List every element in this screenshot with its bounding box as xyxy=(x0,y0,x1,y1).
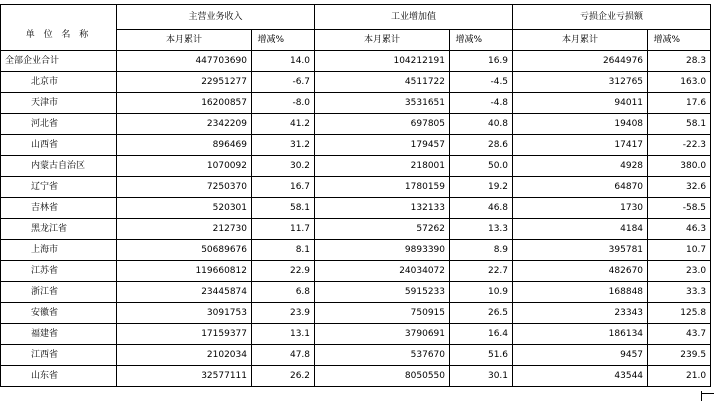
change-pct-cell[interactable]: 26.5 xyxy=(450,303,513,324)
cumulative-cell[interactable]: 750915 xyxy=(315,303,450,324)
table-row xyxy=(1,51,711,72)
change-pct-cell[interactable]: 33.3 xyxy=(648,282,711,303)
cumulative-cell[interactable]: 17417 xyxy=(513,135,648,156)
change-pct-cell[interactable]: 30.1 xyxy=(450,366,513,387)
table-row xyxy=(1,198,711,219)
change-pct-cell[interactable]: 239.5 xyxy=(648,345,711,366)
region-name-cell[interactable]: 山东省 xyxy=(1,366,117,387)
change-pct-cell[interactable]: 17.6 xyxy=(648,93,711,114)
subcol-header[interactable]: 增减% xyxy=(450,30,513,51)
cumulative-cell[interactable]: 7250370 xyxy=(117,177,252,198)
change-pct-cell[interactable]: 16.7 xyxy=(252,177,315,198)
change-pct-cell[interactable]: 23.0 xyxy=(648,261,711,282)
cumulative-cell[interactable]: 22951277 xyxy=(117,72,252,93)
table-row xyxy=(1,219,711,240)
change-pct-cell[interactable]: 8.1 xyxy=(252,240,315,261)
change-pct-cell[interactable]: -4.5 xyxy=(450,72,513,93)
change-pct-cell[interactable]: 10.9 xyxy=(450,282,513,303)
table-row xyxy=(1,93,711,114)
change-pct-cell[interactable]: 14.0 xyxy=(252,51,315,72)
cumulative-cell[interactable]: 24034072 xyxy=(315,261,450,282)
region-name-cell[interactable]: 浙江省 xyxy=(1,282,117,303)
table-row xyxy=(1,324,711,345)
table-row xyxy=(1,114,711,135)
cumulative-cell[interactable]: 447703690 xyxy=(117,51,252,72)
change-pct-cell[interactable]: 21.0 xyxy=(648,366,711,387)
change-pct-cell[interactable]: 46.8 xyxy=(450,198,513,219)
region-name-cell[interactable]: 内蒙古自治区 xyxy=(1,156,117,177)
group-header-revenue[interactable]: 主营业务收入 xyxy=(117,5,315,30)
change-pct-cell[interactable]: 13.1 xyxy=(252,324,315,345)
change-pct-cell[interactable]: 47.8 xyxy=(252,345,315,366)
change-pct-cell[interactable]: -6.7 xyxy=(252,72,315,93)
cumulative-cell[interactable]: 218001 xyxy=(315,156,450,177)
change-pct-cell[interactable]: 30.2 xyxy=(252,156,315,177)
change-pct-cell[interactable]: 163.0 xyxy=(648,72,711,93)
table-row xyxy=(1,282,711,303)
cumulative-cell[interactable]: 50689676 xyxy=(117,240,252,261)
cumulative-cell[interactable]: 896469 xyxy=(117,135,252,156)
cumulative-cell[interactable]: 395781 xyxy=(513,240,648,261)
change-pct-cell[interactable]: -4.8 xyxy=(450,93,513,114)
table-row xyxy=(1,177,711,198)
change-pct-cell[interactable]: 8.9 xyxy=(450,240,513,261)
group-header-loss[interactable]: 亏损企业亏损额 xyxy=(513,5,711,30)
change-pct-cell[interactable]: 28.6 xyxy=(450,135,513,156)
region-name-cell[interactable]: 黑龙江省 xyxy=(1,219,117,240)
change-pct-cell[interactable]: 125.8 xyxy=(648,303,711,324)
cumulative-cell[interactable]: 312765 xyxy=(513,72,648,93)
cumulative-cell[interactable]: 1730 xyxy=(513,198,648,219)
cumulative-cell[interactable]: 16200857 xyxy=(117,93,252,114)
region-name-cell[interactable]: 安徽省 xyxy=(1,303,117,324)
cumulative-cell[interactable]: 8050550 xyxy=(315,366,450,387)
cumulative-cell[interactable]: 119660812 xyxy=(117,261,252,282)
change-pct-cell[interactable]: -8.0 xyxy=(252,93,315,114)
unit-name-header[interactable]: 单 位 名 称 xyxy=(1,5,117,51)
cumulative-cell[interactable]: 2644976 xyxy=(513,51,648,72)
change-pct-cell[interactable]: 58.1 xyxy=(252,198,315,219)
cumulative-cell[interactable]: 23343 xyxy=(513,303,648,324)
change-pct-cell[interactable]: 19.2 xyxy=(450,177,513,198)
subcol-header[interactable]: 增减% xyxy=(252,30,315,51)
table-row xyxy=(1,261,711,282)
change-pct-cell[interactable]: 28.3 xyxy=(648,51,711,72)
subcol-header[interactable]: 本月累计 xyxy=(513,30,648,51)
cumulative-cell[interactable]: 697805 xyxy=(315,114,450,135)
change-pct-cell[interactable]: 16.4 xyxy=(450,324,513,345)
cumulative-cell[interactable]: 186134 xyxy=(513,324,648,345)
change-pct-cell[interactable]: 22.9 xyxy=(252,261,315,282)
region-name-cell[interactable]: 江西省 xyxy=(1,345,117,366)
cumulative-cell[interactable]: 17159377 xyxy=(117,324,252,345)
change-pct-cell[interactable]: 31.2 xyxy=(252,135,315,156)
table-row xyxy=(1,240,711,261)
change-pct-cell[interactable]: 50.0 xyxy=(450,156,513,177)
cumulative-cell[interactable]: 94011 xyxy=(513,93,648,114)
cumulative-cell[interactable]: 482670 xyxy=(513,261,648,282)
cumulative-cell[interactable]: 537670 xyxy=(315,345,450,366)
region-name-cell[interactable]: 辽宁省 xyxy=(1,177,117,198)
change-pct-cell[interactable]: 10.7 xyxy=(648,240,711,261)
table-row xyxy=(1,72,711,93)
region-name-cell[interactable]: 江苏省 xyxy=(1,261,117,282)
subcol-header[interactable]: 本月累计 xyxy=(315,30,450,51)
table-row xyxy=(1,345,711,366)
cumulative-cell[interactable]: 104212191 xyxy=(315,51,450,72)
cumulative-cell[interactable]: 57262 xyxy=(315,219,450,240)
change-pct-cell[interactable]: 6.8 xyxy=(252,282,315,303)
cumulative-cell[interactable]: 168848 xyxy=(513,282,648,303)
cumulative-cell[interactable]: 5915233 xyxy=(315,282,450,303)
change-pct-cell[interactable]: 58.1 xyxy=(648,114,711,135)
change-pct-cell[interactable]: 43.7 xyxy=(648,324,711,345)
region-name-cell[interactable]: 上海市 xyxy=(1,240,117,261)
region-name-cell[interactable]: 全部企业合计 xyxy=(1,51,117,72)
cumulative-cell[interactable]: 32577111 xyxy=(117,366,252,387)
cumulative-cell[interactable]: 2342209 xyxy=(117,114,252,135)
cumulative-cell[interactable]: 4928 xyxy=(513,156,648,177)
cumulative-cell[interactable]: 9893390 xyxy=(315,240,450,261)
cumulative-cell[interactable]: 1780159 xyxy=(315,177,450,198)
change-pct-cell[interactable]: -22.3 xyxy=(648,135,711,156)
cumulative-cell[interactable]: 3091753 xyxy=(117,303,252,324)
cumulative-cell[interactable]: 19408 xyxy=(513,114,648,135)
table-row xyxy=(1,366,711,387)
cumulative-cell[interactable]: 3531651 xyxy=(315,93,450,114)
cumulative-cell[interactable]: 43544 xyxy=(513,366,648,387)
cumulative-cell[interactable]: 3790691 xyxy=(315,324,450,345)
cumulative-cell[interactable]: 2102034 xyxy=(117,345,252,366)
change-pct-cell[interactable]: 13.3 xyxy=(450,219,513,240)
region-name-cell[interactable]: 北京市 xyxy=(1,72,117,93)
industry-table xyxy=(0,4,711,387)
change-pct-cell[interactable]: 11.7 xyxy=(252,219,315,240)
change-pct-cell[interactable]: 16.9 xyxy=(450,51,513,72)
cumulative-cell[interactable]: 4184 xyxy=(513,219,648,240)
header-row-groups xyxy=(1,5,711,30)
region-name-cell[interactable]: 福建省 xyxy=(1,324,117,345)
change-pct-cell[interactable]: 51.6 xyxy=(450,345,513,366)
change-pct-cell[interactable]: 22.7 xyxy=(450,261,513,282)
sheet-corner-mark xyxy=(701,393,714,394)
change-pct-cell[interactable]: 26.2 xyxy=(252,366,315,387)
table-row xyxy=(1,303,711,324)
cumulative-cell[interactable]: 64870 xyxy=(513,177,648,198)
cumulative-cell[interactable]: 520301 xyxy=(117,198,252,219)
change-pct-cell[interactable]: 32.6 xyxy=(648,177,711,198)
change-pct-cell[interactable]: -58.5 xyxy=(648,198,711,219)
group-header-value-added[interactable]: 工业增加值 xyxy=(315,5,513,30)
region-name-cell[interactable]: 河北省 xyxy=(1,114,117,135)
cumulative-cell[interactable]: 9457 xyxy=(513,345,648,366)
table-row xyxy=(1,135,711,156)
cumulative-cell[interactable]: 4511722 xyxy=(315,72,450,93)
region-name-cell[interactable]: 天津市 xyxy=(1,93,117,114)
cumulative-cell[interactable]: 179457 xyxy=(315,135,450,156)
cumulative-cell[interactable]: 23445874 xyxy=(117,282,252,303)
region-name-cell[interactable]: 吉林省 xyxy=(1,198,117,219)
change-pct-cell[interactable]: 23.9 xyxy=(252,303,315,324)
table-row xyxy=(1,156,711,177)
change-pct-cell[interactable]: 41.2 xyxy=(252,114,315,135)
cumulative-cell[interactable]: 212730 xyxy=(117,219,252,240)
change-pct-cell[interactable]: 40.8 xyxy=(450,114,513,135)
cumulative-cell[interactable]: 132133 xyxy=(315,198,450,219)
subcol-header[interactable]: 本月累计 xyxy=(117,30,252,51)
change-pct-cell[interactable]: 46.3 xyxy=(648,219,711,240)
subcol-header[interactable]: 增减% xyxy=(648,30,711,51)
change-pct-cell[interactable]: 380.0 xyxy=(648,156,711,177)
region-name-cell[interactable]: 山西省 xyxy=(1,135,117,156)
cumulative-cell[interactable]: 1070092 xyxy=(117,156,252,177)
